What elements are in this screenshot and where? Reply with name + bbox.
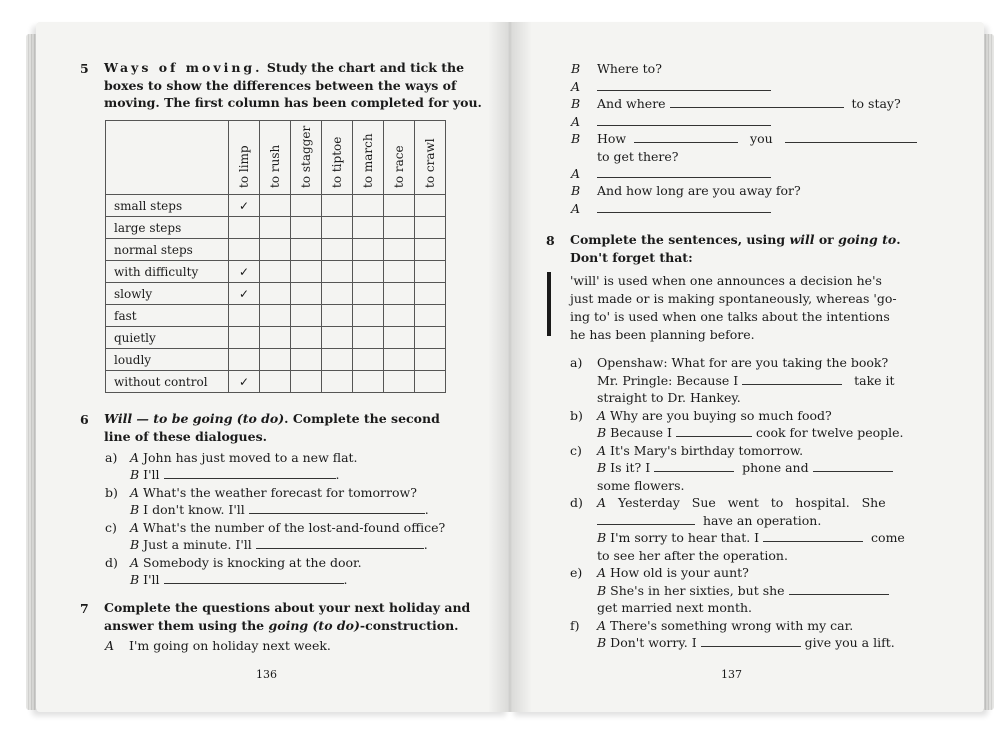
chart-row <box>106 239 446 261</box>
dialogue-speaker: A <box>571 166 581 181</box>
ex8-d-line3: B I'm sorry to hear that. I come <box>597 530 905 545</box>
chart-row <box>106 305 446 327</box>
answer-blank[interactable] <box>676 424 752 437</box>
answer-blank[interactable] <box>670 95 844 108</box>
page-number-left: 136 <box>256 668 277 681</box>
tick-box[interactable] <box>291 305 322 327</box>
chart-column-header <box>322 121 353 195</box>
dialogue-line <box>597 113 771 131</box>
dialogue-line: And how long are you away for? <box>597 183 801 198</box>
ex8-d-letter: d) <box>570 495 583 510</box>
answer-blank[interactable] <box>597 200 771 213</box>
answer-blank[interactable] <box>654 459 734 472</box>
chart-row <box>106 327 446 349</box>
tick-box[interactable] <box>229 327 260 349</box>
answer-blank[interactable] <box>249 501 425 514</box>
tick-box[interactable] <box>260 371 291 393</box>
dialogue-speaker: A <box>571 201 581 216</box>
tick-box[interactable] <box>229 217 260 239</box>
chart-row <box>106 283 446 305</box>
ex8-d-line4: to see her after the operation. <box>597 548 788 563</box>
tick-box[interactable]: ✓ <box>229 371 260 393</box>
tick-box[interactable] <box>322 283 353 305</box>
ex8-c-line1: A It's Mary's birthday tomorrow. <box>597 443 804 458</box>
column-label: to crawl <box>423 138 437 188</box>
tick-box[interactable] <box>353 261 384 283</box>
answer-blank[interactable] <box>597 113 771 126</box>
tick-box[interactable]: ✓ <box>229 261 260 283</box>
row-label: with difficulty <box>106 261 229 283</box>
book-gutter <box>488 22 532 712</box>
tick-box[interactable] <box>384 305 415 327</box>
ex6-item-letter: c) <box>105 520 117 535</box>
tick-box[interactable] <box>291 283 322 305</box>
chart-header-row <box>106 121 446 195</box>
chart-row <box>106 371 446 393</box>
tick-box[interactable] <box>229 305 260 327</box>
column-label: to tiptoe <box>330 136 344 188</box>
ex8-c-letter: c) <box>570 443 582 458</box>
ex8-c-line3: some flowers. <box>597 478 685 493</box>
tick-box[interactable] <box>384 239 415 261</box>
ex6-line-a: A What's the weather forecast for tomorrow? <box>130 485 417 500</box>
tick-box[interactable] <box>322 327 353 349</box>
ex8-a-letter: a) <box>570 355 583 370</box>
ex6-line-a: A What's the number of the lost-and-found office? <box>130 520 446 535</box>
ex6-line-a: A John has just moved to a new flat. <box>130 450 358 465</box>
ex6-line-a: A Somebody is knocking at the door. <box>130 555 362 570</box>
tick-box[interactable] <box>384 371 415 393</box>
ex6-item-letter: a) <box>105 450 118 465</box>
ex7-first-line: I'm going on holiday next week. <box>129 638 331 653</box>
answer-blank[interactable] <box>597 165 771 178</box>
row-label: slowly <box>106 283 229 305</box>
chart-row <box>106 261 446 283</box>
tick-box[interactable] <box>384 195 415 217</box>
answer-blank[interactable] <box>785 130 917 143</box>
dialogue-line: And where to stay? <box>597 96 901 111</box>
tick-box[interactable]: ✓ <box>229 195 260 217</box>
chart-column-header <box>291 121 322 195</box>
row-label: normal steps <box>106 239 229 261</box>
tick-box[interactable] <box>322 217 353 239</box>
tick-box[interactable] <box>260 195 291 217</box>
ex8-e-line2: B She's in her sixties, but she <box>597 582 889 600</box>
exercise-7-number: 7 <box>80 601 89 616</box>
tick-box[interactable] <box>415 195 446 217</box>
ex8-f-line1: A There's something wrong with my car. <box>597 618 854 633</box>
tick-box[interactable] <box>229 349 260 371</box>
ex6-line-b: B I don't know. I'll . <box>130 502 429 517</box>
exercise-5-number: 5 <box>80 61 89 76</box>
ex8-a-line1: Openshaw: What for are you taking the book? <box>597 355 889 370</box>
exercise-7-instruction: Complete the questions about your next holiday and answer them using the going (to do)-construction. <box>104 600 471 633</box>
ex8-a-line2: Mr. Pringle: Because I take it <box>597 373 895 388</box>
dialogue-speaker: B <box>571 183 581 198</box>
dialogue-speaker: A <box>571 79 581 94</box>
ex8-b-letter: b) <box>570 408 583 423</box>
column-label: to limp <box>237 145 251 188</box>
tick-box[interactable] <box>260 305 291 327</box>
note-margin-bar <box>547 272 551 336</box>
row-label: fast <box>106 305 229 327</box>
answer-blank[interactable] <box>634 130 738 143</box>
ex8-e-letter: e) <box>570 565 583 580</box>
ex8-f-line2: B Don't worry. I give you a lift. <box>597 635 895 650</box>
tick-box[interactable] <box>291 217 322 239</box>
ex8-e-line1: A How old is your aunt? <box>597 565 749 580</box>
ex8-b-line1: A Why are you buying so much food? <box>597 408 832 423</box>
tick-box[interactable] <box>415 217 446 239</box>
column-label: to rush <box>268 144 282 188</box>
tick-box[interactable] <box>291 349 322 371</box>
row-label: without control <box>106 371 229 393</box>
ex8-c-line2: B Is it? I phone and <box>597 459 893 477</box>
tick-box[interactable] <box>353 239 384 261</box>
ex6-item-letter: d) <box>105 555 118 570</box>
tick-box[interactable] <box>322 305 353 327</box>
chart-column-header <box>229 121 260 195</box>
tick-box[interactable] <box>322 261 353 283</box>
page-number-right: 137 <box>721 668 742 681</box>
tick-box[interactable] <box>260 283 291 305</box>
tick-box[interactable] <box>353 349 384 371</box>
chart-corner-cell <box>106 121 229 195</box>
chart-row <box>106 195 446 217</box>
tick-box[interactable] <box>291 239 322 261</box>
chart-column-header <box>384 121 415 195</box>
grammar-note: 'will' is used when one announces a decision he's just made or is making spontaneously, whereas 'go- ing to' is used when one talks about the intentions he has been planning before. <box>570 273 897 342</box>
tick-box[interactable] <box>322 239 353 261</box>
dialogue-line: How you to get there? <box>597 130 917 165</box>
chart-column-header <box>353 121 384 195</box>
chart-row <box>106 217 446 239</box>
ex6-line-b: B Just a minute. I'll . <box>130 537 428 552</box>
tick-box[interactable] <box>384 261 415 283</box>
row-label: loudly <box>106 349 229 371</box>
dialogue-speaker: B <box>571 61 581 76</box>
tick-box[interactable] <box>260 261 291 283</box>
answer-blank[interactable] <box>701 634 801 647</box>
tick-box[interactable] <box>322 371 353 393</box>
ex8-a-line3: straight to Dr. Hankey. <box>597 390 741 405</box>
tick-box[interactable]: ✓ <box>229 283 260 305</box>
tick-box[interactable] <box>384 283 415 305</box>
tick-box[interactable] <box>322 349 353 371</box>
tick-box[interactable] <box>384 217 415 239</box>
dialogue-line <box>597 78 771 96</box>
exercise-8-number: 8 <box>546 233 555 248</box>
tick-box[interactable] <box>384 349 415 371</box>
tick-box[interactable] <box>291 261 322 283</box>
chart-column-header <box>260 121 291 195</box>
ex7-speaker-a: A <box>105 638 115 653</box>
column-label: to race <box>392 145 406 188</box>
dialogue-speaker: B <box>571 96 581 111</box>
tick-box[interactable] <box>291 327 322 349</box>
column-label: to stagger <box>299 125 313 188</box>
ex8-d-line2: have an operation. <box>597 512 821 530</box>
tick-box[interactable] <box>415 239 446 261</box>
ex6-line-b: B I'll . <box>130 572 348 587</box>
dialogue-line: Where to? <box>597 61 662 76</box>
answer-blank[interactable] <box>597 78 771 91</box>
tick-box[interactable] <box>415 371 446 393</box>
row-label: small steps <box>106 195 229 217</box>
tick-box[interactable] <box>415 283 446 305</box>
tick-box[interactable] <box>415 349 446 371</box>
tick-box[interactable] <box>353 217 384 239</box>
chart-column-header <box>415 121 446 195</box>
tick-box[interactable] <box>353 305 384 327</box>
row-label: large steps <box>106 217 229 239</box>
exercise-5-instruction: Ways of moving. Study the chart and tick the boxes to show the differences between the ways of moving. The first column has been completed for you. <box>104 60 482 110</box>
ex8-f-letter: f) <box>570 618 580 633</box>
tick-box[interactable] <box>260 217 291 239</box>
dialogue-speaker: A <box>571 114 581 129</box>
exercise-6-number: 6 <box>80 412 89 427</box>
tick-box[interactable] <box>384 327 415 349</box>
ex6-line-b: B I'll . <box>130 467 340 482</box>
answer-blank[interactable] <box>256 536 424 549</box>
exercise-6-instruction: Will — to be going (to do). Complete the second line of these dialogues. <box>104 411 440 444</box>
answer-blank[interactable] <box>789 582 889 595</box>
answer-blank[interactable] <box>597 512 695 525</box>
ways-of-moving-chart <box>105 120 446 393</box>
row-label: quietly <box>106 327 229 349</box>
answer-blank[interactable] <box>742 372 842 385</box>
answer-blank[interactable] <box>164 466 336 479</box>
ex6-item-letter: b) <box>105 485 118 500</box>
ex8-d-line1: A Yesterday Sue went to hospital. She <box>597 495 886 510</box>
tick-box[interactable] <box>353 283 384 305</box>
tick-box[interactable] <box>353 195 384 217</box>
column-label: to march <box>361 133 375 188</box>
answer-blank[interactable] <box>813 459 893 472</box>
dialogue-speaker: B <box>571 131 581 146</box>
tick-box[interactable] <box>291 371 322 393</box>
tick-box[interactable] <box>291 195 322 217</box>
tick-box[interactable] <box>353 371 384 393</box>
dialogue-line <box>597 165 771 183</box>
tick-box[interactable] <box>415 305 446 327</box>
tick-box[interactable] <box>353 327 384 349</box>
tick-box[interactable] <box>260 327 291 349</box>
chart-row <box>106 349 446 371</box>
tick-box[interactable] <box>260 239 291 261</box>
tick-box[interactable] <box>415 261 446 283</box>
tick-box[interactable] <box>322 195 353 217</box>
ex8-b-line2: B Because I cook for twelve people. <box>597 425 904 440</box>
tick-box[interactable] <box>229 239 260 261</box>
dialogue-line <box>597 200 771 218</box>
tick-box[interactable] <box>260 349 291 371</box>
exercise-8-instruction: Complete the sentences, using will or going to. Don't forget that: <box>570 232 901 265</box>
ex8-e-line3: get married next month. <box>597 600 752 615</box>
answer-blank[interactable] <box>164 571 344 584</box>
answer-blank[interactable] <box>763 529 863 542</box>
tick-box[interactable] <box>415 327 446 349</box>
